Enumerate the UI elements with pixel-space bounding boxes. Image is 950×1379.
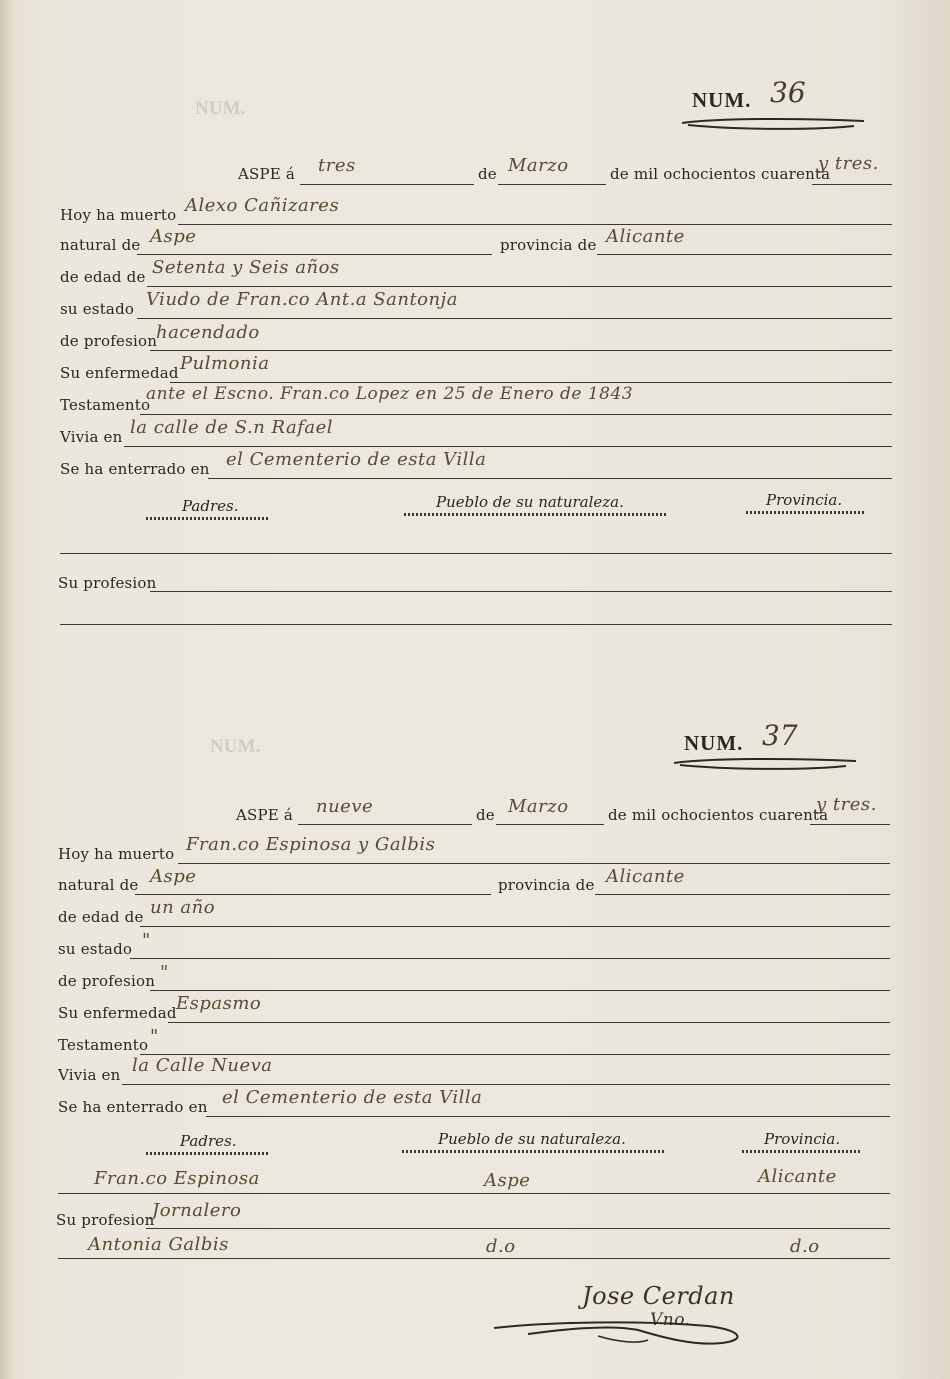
madre-rule xyxy=(58,1258,890,1259)
provincia-rule xyxy=(597,254,892,255)
number-flourish xyxy=(670,754,860,776)
month-rule xyxy=(498,184,606,185)
day-rule xyxy=(300,184,474,185)
de-label: de xyxy=(476,806,495,824)
su-profesion-label: Su profesion xyxy=(58,574,157,592)
edad-label: de edad de xyxy=(58,908,144,926)
madre-provincia: d.o xyxy=(790,1236,820,1257)
number-flourish xyxy=(678,114,868,136)
enterrado-label: Se ha enterrado en xyxy=(58,1098,208,1116)
entry-number-value: 36 xyxy=(770,76,806,109)
vivia-rule xyxy=(124,446,892,447)
year-label: de mil ochocientos cuarenta xyxy=(608,806,829,824)
natural-value: Aspe xyxy=(150,226,197,247)
died-label: Hoy ha muerto xyxy=(60,206,177,224)
edad-value: Setenta y Seis años xyxy=(152,257,340,278)
su-profesion-rule xyxy=(150,591,892,592)
died-rule xyxy=(178,863,890,864)
signature-title: Vno. xyxy=(650,1310,691,1330)
bleed-through-mark: NUM. xyxy=(210,736,261,757)
provincia-rule xyxy=(595,894,890,895)
natural-label: natural de xyxy=(58,876,139,894)
padre-name: Fran.co Espinosa xyxy=(94,1168,260,1189)
column-underline xyxy=(402,1150,664,1153)
died-rule xyxy=(178,224,892,225)
testamento-label: Testamento xyxy=(58,1036,149,1054)
died-value: Alexo Cañizares xyxy=(185,195,340,216)
estado-value: " xyxy=(142,930,151,951)
provincia-value: Alicante xyxy=(606,226,685,247)
year-label: de mil ochocientos cuarenta xyxy=(610,165,831,183)
column-header-pueblo: Pueblo de su naturaleza. xyxy=(436,493,624,511)
signature-name: Jose Cerdan xyxy=(582,1282,735,1310)
column-underline xyxy=(146,517,268,520)
profesion-value: " xyxy=(160,962,169,983)
year-rule xyxy=(810,824,890,825)
profesion-value: hacendado xyxy=(156,322,260,343)
column-header-provincia: Provincia. xyxy=(766,491,843,509)
bleed-through-mark: NUM. xyxy=(195,98,246,119)
estado-label: su estado xyxy=(60,300,135,318)
year-suffix-value: y tres. xyxy=(816,794,877,815)
column-underline xyxy=(746,511,864,514)
signature-flourish xyxy=(488,1296,758,1356)
column-header-padres: Padres. xyxy=(180,1132,237,1150)
profesion-label: de profesion xyxy=(58,972,156,990)
profesion-rule xyxy=(150,350,892,351)
enfermedad-value: Espasmo xyxy=(176,993,262,1014)
natural-rule xyxy=(135,894,491,895)
column-underline xyxy=(742,1150,860,1153)
entry-number-label: NUM. xyxy=(684,731,744,755)
day-value: nueve xyxy=(316,796,374,817)
place-label: ASPE á xyxy=(238,165,296,183)
edad-value: un año xyxy=(150,897,216,918)
enterrado-label: Se ha enterrado en xyxy=(60,460,210,478)
padre-rule xyxy=(58,1193,890,1194)
enfermedad-rule xyxy=(170,382,892,383)
column-header-padres: Padres. xyxy=(182,497,239,515)
padre-provincia: Alicante xyxy=(758,1166,837,1187)
provincia-label: provincia de xyxy=(500,236,597,254)
enfermedad-label: Su enfermedad xyxy=(60,364,179,382)
entry-number-label: NUM. xyxy=(692,88,752,112)
testamento-value: " xyxy=(150,1026,159,1047)
su-profesion-label: Su profesion xyxy=(56,1211,155,1229)
month-value: Marzo xyxy=(508,155,569,176)
enterrado-value: el Cementerio de esta Villa xyxy=(222,1087,483,1108)
column-underline xyxy=(146,1152,268,1155)
enterrado-value: el Cementerio de esta Villa xyxy=(226,449,487,470)
enterrado-rule xyxy=(206,1116,890,1117)
died-value: Fran.co Espinosa y Galbis xyxy=(186,834,436,855)
estado-value: Viudo de Fran.co Ant.a Santonja xyxy=(146,289,458,310)
madre-name: Antonia Galbis xyxy=(88,1234,229,1255)
vivia-label: Vivia en xyxy=(60,428,123,446)
testamento-value: ante el Escno. Fran.co Lopez en 25 de Enero de 1843 xyxy=(146,384,634,404)
estado-rule xyxy=(130,958,890,959)
edad-label: de edad de xyxy=(60,268,146,286)
year-suffix-value: y tres. xyxy=(818,153,879,174)
su-profesion-value: Jornalero xyxy=(152,1200,242,1221)
place-label: ASPE á xyxy=(236,806,294,824)
profesion-label: de profesion xyxy=(60,332,158,350)
padre-rule xyxy=(60,553,892,554)
natural-rule xyxy=(137,254,492,255)
testamento-rule xyxy=(140,414,892,415)
enterrado-rule xyxy=(208,478,892,479)
enfermedad-rule xyxy=(168,1022,890,1023)
vivia-value: la calle de S.n Rafael xyxy=(130,417,334,438)
provincia-value: Alicante xyxy=(606,866,685,887)
padre-pueblo: Aspe xyxy=(484,1170,531,1191)
entry-number-value: 37 xyxy=(762,719,798,752)
edad-rule xyxy=(140,926,890,927)
day-rule xyxy=(298,824,472,825)
month-rule xyxy=(496,824,604,825)
natural-label: natural de xyxy=(60,236,141,254)
vivia-value: la Calle Nueva xyxy=(132,1055,273,1076)
column-underline xyxy=(404,513,666,516)
profesion-rule xyxy=(150,990,890,991)
vivia-rule xyxy=(122,1084,890,1085)
year-rule xyxy=(812,184,892,185)
enfermedad-label: Su enfermedad xyxy=(58,1004,177,1022)
day-value: tres xyxy=(318,155,356,176)
madre-pueblo: d.o xyxy=(486,1236,516,1257)
su-profesion-rule xyxy=(146,1228,890,1229)
died-label: Hoy ha muerto xyxy=(58,845,175,863)
enfermedad-value: Pulmonia xyxy=(180,353,270,374)
natural-value: Aspe xyxy=(150,866,197,887)
column-header-pueblo: Pueblo de su naturaleza. xyxy=(438,1130,626,1148)
vivia-label: Vivia en xyxy=(58,1066,121,1084)
provincia-label: provincia de xyxy=(498,876,595,894)
testamento-label: Testamento xyxy=(60,396,151,414)
estado-label: su estado xyxy=(58,940,133,958)
month-value: Marzo xyxy=(508,796,569,817)
madre-rule xyxy=(60,624,892,625)
edad-rule xyxy=(147,286,892,287)
estado-rule xyxy=(137,318,892,319)
column-header-provincia: Provincia. xyxy=(764,1130,841,1148)
de-label: de xyxy=(478,165,497,183)
